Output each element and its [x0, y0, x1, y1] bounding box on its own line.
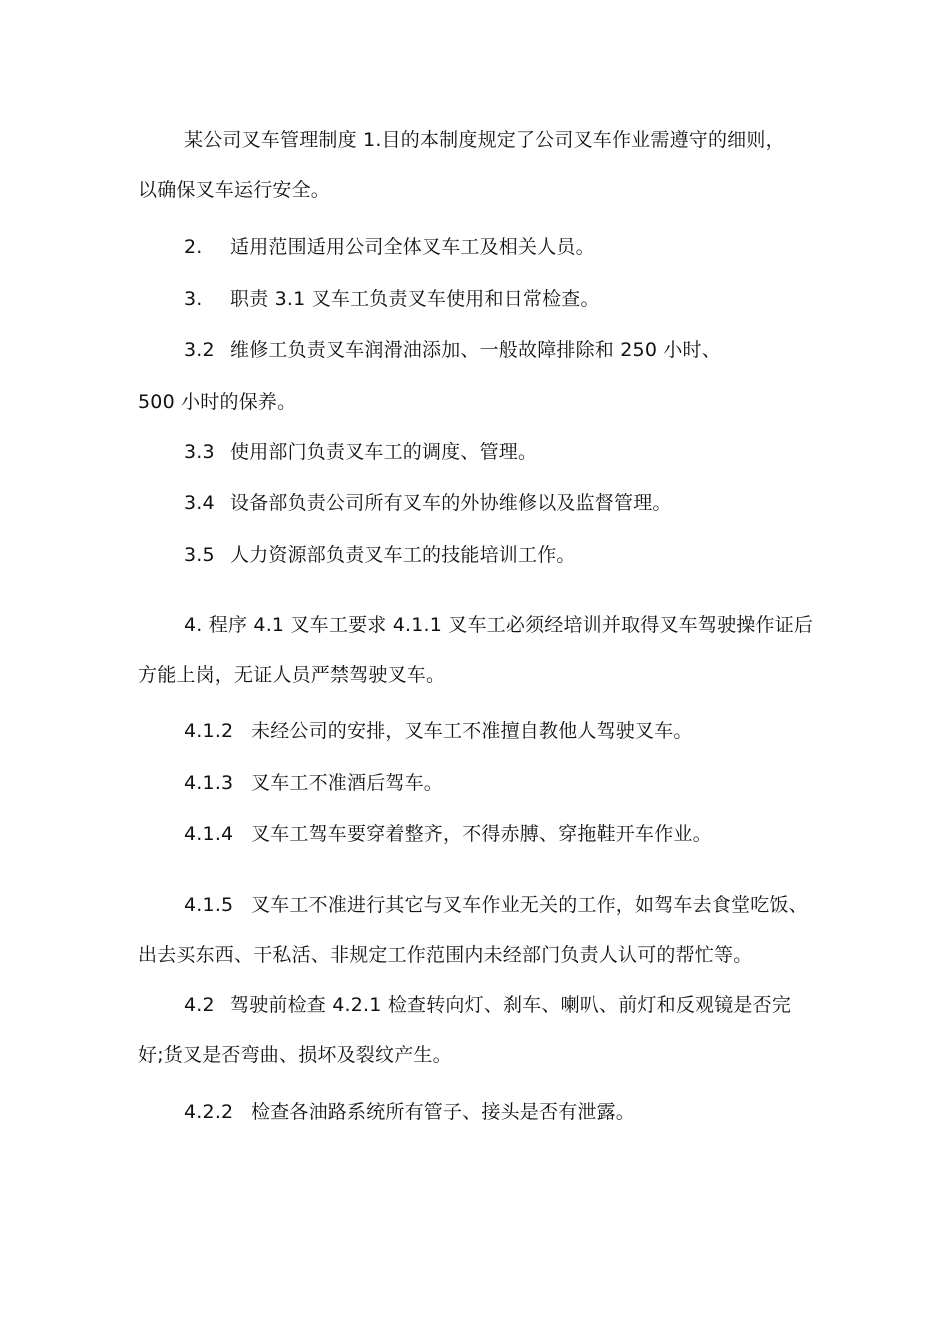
- paragraph-number: 4.1.5: [184, 894, 234, 916]
- paragraph-number: 3.3: [184, 441, 215, 463]
- paragraph-text: 使用部门负责叉车工的调度、管理。: [230, 441, 538, 463]
- paragraph-number: 3.5: [184, 544, 215, 566]
- paragraph-text: 叉车工驾车要穿着整齐，不得赤膊、穿拖鞋开车作业。: [251, 823, 712, 845]
- paragraph-1-line-1: 某公司叉车管理制度 1.目的本制度规定了公司叉车作业需遵守的细则，: [184, 129, 785, 151]
- paragraph-text: 设备部负责公司所有叉车的外协维修以及监督管理。: [230, 492, 672, 514]
- paragraph-number: 3.4: [184, 492, 215, 514]
- paragraph-text: 驾驶前检查 4.2.1 检查转向灯、刹车、喇叭、前灯和反观镜是否完: [230, 994, 792, 1016]
- paragraph-3: [184, 287, 600, 311]
- paragraph-text: 叉车工不准酒后驾车。: [251, 772, 444, 794]
- paragraph-text: 维修工负责叉车润滑油添加、一般故障排除和 250 小时、: [230, 339, 721, 361]
- paragraph-4-1-5: [184, 893, 808, 917]
- paragraph-3-3: [184, 440, 537, 464]
- paragraph-number: 4.1.2: [184, 720, 234, 742]
- paragraph-3-5: [184, 543, 576, 567]
- paragraph-3-4: [184, 491, 672, 515]
- paragraph-4-2-2: [184, 1100, 635, 1124]
- paragraph-3-2: [184, 338, 721, 362]
- paragraph-number: 4.1.4: [184, 823, 234, 845]
- paragraph-text: 检查各油路系统所有管子、接头是否有泄露。: [251, 1101, 636, 1123]
- paragraph-text: 适用范围适用公司全体叉车工及相关人员。: [230, 236, 595, 258]
- paragraph-4-line-2: 方能上岗，无证人员严禁驾驶叉车。: [138, 664, 446, 686]
- paragraph-text: 叉车工不准进行其它与叉车作业无关的工作，如驾车去食堂吃饭、: [251, 894, 808, 916]
- paragraph-text: 职责 3.1 叉车工负责叉车使用和日常检查。: [230, 288, 600, 310]
- paragraph-4-2: [184, 993, 791, 1017]
- paragraph-4-1-5-continuation: 出去买东西、干私活、非规定工作范围内未经部门负责人认可的帮忙等。: [138, 944, 753, 966]
- paragraph-4-line-1: 4. 程序 4.1 叉车工要求 4.1.1 叉车工必须经培训并取得叉车驾驶操作证后: [184, 614, 814, 636]
- paragraph-number: 4.1.3: [184, 772, 234, 794]
- paragraph-4-2-continuation: 好;货叉是否弯曲、损坏及裂纹产生。: [138, 1044, 452, 1066]
- paragraph-3-2-continuation: 500 小时的保养。: [138, 391, 297, 413]
- paragraph-4-1-2: [184, 719, 693, 743]
- paragraph-number: 3.: [184, 288, 203, 310]
- paragraph-number: 4.2.2: [184, 1101, 234, 1123]
- paragraph-1-line-2: 以确保叉车运行安全。: [138, 179, 331, 201]
- paragraph-4-1-4: [184, 822, 712, 846]
- paragraph-text: 未经公司的安排，叉车工不准擅自教他人驾驶叉车。: [251, 720, 693, 742]
- paragraph-text: 人力资源部负责叉车工的技能培训工作。: [230, 544, 576, 566]
- paragraph-number: 3.2: [184, 339, 215, 361]
- paragraph-number: 4.2: [184, 994, 215, 1016]
- paragraph-2: [184, 235, 595, 259]
- paragraph-number: 2.: [184, 236, 203, 258]
- paragraph-4-1-3: [184, 771, 443, 795]
